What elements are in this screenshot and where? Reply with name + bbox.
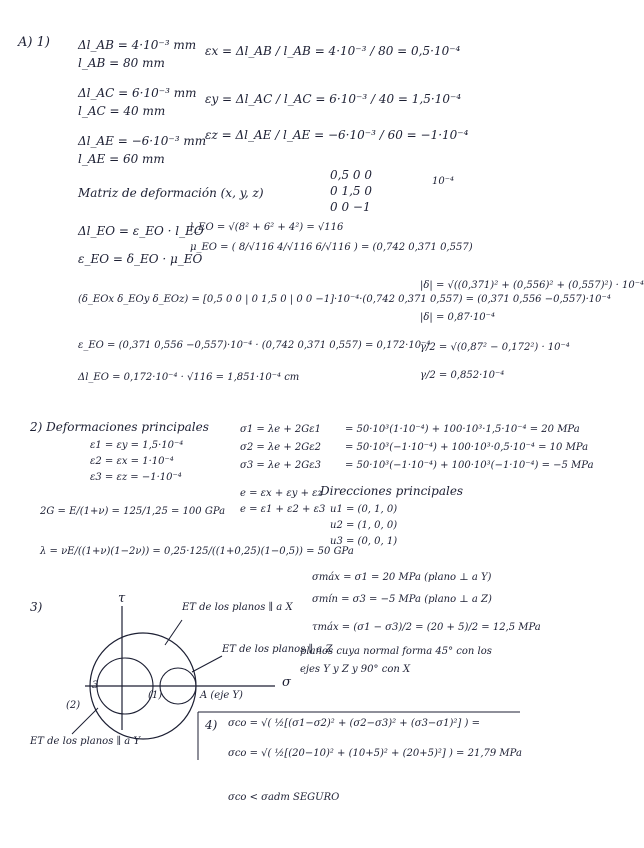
section-3-label: 3) [30, 600, 43, 614]
plane-note-1: planos cuya normal forma 45° con los [300, 646, 492, 657]
direction-2: u2 = (1, 0, 0) [330, 520, 398, 531]
l-ae: l_AE = 60 mm [78, 152, 165, 166]
arrow-plane-x [165, 620, 182, 645]
sigma-max: σmáx = σ1 = 20 MPa (plano ⊥ a Y) [312, 572, 492, 583]
volumetric-eq-2: e = ε1 + ε2 + ε3 [240, 504, 326, 515]
point-3: 3 [92, 680, 99, 691]
delta-modulus: |δ| = √((0,371)² + (0,556)² + (0,557)²) · 10⁻⁴ [420, 280, 644, 291]
gamma-half-value: γ/2 = 0,852·10⁻⁴ [420, 370, 505, 381]
point-a: A (eje Y) [200, 690, 243, 701]
arrow-plane-z [192, 656, 222, 672]
sigma-3-def: σ3 = λe + 2Gε3 [240, 460, 321, 471]
principal-2: ε2 = εx = 1·10⁻⁴ [90, 456, 174, 467]
section-2-label: 2) Deformaciones principales [30, 420, 209, 434]
matrix-row-3: 0 0 −1 [330, 200, 371, 214]
matrix-factor: 10⁻⁴ [432, 176, 455, 187]
principal-1: ε1 = εy = 1,5·10⁻⁴ [90, 440, 184, 451]
delta-modulus-value: |δ| = 0,87·10⁻⁴ [420, 312, 495, 323]
matrix-label: Matriz de deformación (x, y, z) [78, 186, 264, 200]
sigma-3-value: = 50·10³(−1·10⁻⁴) + 100·10³(−1·10⁻⁴) = −5 MPa [345, 460, 594, 471]
directions-title: Direcciones principales [320, 484, 464, 498]
plane-y-note: ET de los planos ∥ a Y [30, 736, 141, 747]
sigma-co-formula: σco = √( ½[(σ1−σ2)² + (σ2−σ3)² + (σ3−σ1)²] ) = [228, 718, 480, 729]
shear-modulus-eq: 2G = E/(1+ν) = 125/1,25 = 100 GPa [40, 506, 226, 517]
l-ab: l_AB = 80 mm [78, 56, 165, 70]
delta-l-ae: Δl_AE = −6·10⁻³ mm [78, 134, 207, 148]
eps-z-eq: εz = Δl_AE / l_AE = −6·10⁻³ / 60 = −1·10⁻⁴ [205, 128, 469, 142]
l-ac: l_AC = 40 mm [78, 104, 166, 118]
eps-y-eq: εy = Δl_AC / l_AC = 6·10⁻³ / 40 = 1,5·10⁻⁴ [205, 92, 462, 106]
plane-x-note: ET de los planos ∥ a X [182, 602, 293, 613]
sigma-2-def: σ2 = λe + 2Gε2 [240, 442, 321, 453]
sigma-co-value: σco = √( ½[(20−10)² + (10+5)² + (20+5)²] ) = 21,79 MPa [228, 748, 522, 759]
gamma-half: γ/2 = √(0,87² − 0,172²) · 10⁻⁴ [420, 342, 570, 353]
l-eo: l_EO = √(8² + 6² + 4²) = √116 [190, 222, 344, 233]
direction-3: u3 = (0, 0, 1) [330, 536, 398, 547]
section-a-label: A) 1) [18, 35, 50, 50]
eps-x-eq: εx = Δl_AB / l_AB = 4·10⁻³ / 80 = 0,5·10⁻⁴ [205, 44, 461, 58]
eo-line-2: ε_EO = δ_EO · μ_EO [78, 252, 203, 266]
delta-l-ab: Δl_AB = 4·10⁻³ mm [78, 38, 197, 52]
eps-eo: ε_EO = (0,371 0,556 −0,557)·10⁻⁴ · (0,742 0,371 0,557) = 0,172·10⁻⁴ [78, 340, 431, 351]
sigma-1-def: σ1 = λe + 2Gε1 [240, 424, 321, 435]
delta-vector: (δ_EOx δ_EOy δ_EOz) = [0,5 0 0 | 0 1,5 0 | 0 0 −1]·10⁻⁴·(0,742 0,371 0,557) = (0,371 0,556 −0,557)·10⁻⁴ [78, 294, 611, 305]
matrix-row-2: 0 1,5 0 [330, 184, 372, 198]
lambda-eq: λ = νE/((1+ν)(1−2ν)) = 0,25·125/((1+0,25)(1−0,5)) = 50 GPa [40, 546, 354, 557]
section-4-label: 4) [205, 718, 218, 732]
sigma-axis-label: σ [282, 675, 291, 690]
sigma-2-value: = 50·10³(−1·10⁻⁴) + 100·10³·0,5·10⁻⁴ = 10 MPa [345, 442, 589, 453]
safety-conclusion: σco < σadm SEGURO [228, 792, 340, 803]
plane-z-note: ET de los planos ∥ a Z [222, 644, 333, 655]
direction-1: u1 = (0, 1, 0) [330, 504, 398, 515]
eo-line-1: Δl_EO = ε_EO · l_EO [78, 224, 204, 238]
delta-l-ac: Δl_AC = 6·10⁻³ mm [78, 86, 197, 100]
matrix-row-1: 0,5 0 0 [330, 168, 372, 182]
sigma-1-value: = 50·10³(1·10⁻⁴) + 100·10³·1,5·10⁻⁴ = 20 MPa [345, 424, 580, 435]
tau-axis-label: τ [118, 591, 126, 606]
principal-3: ε3 = εz = −1·10⁻⁴ [90, 472, 182, 483]
tau-max: τmáx = (σ1 − σ3)/2 = (20 + 5)/2 = 12,5 MPa [312, 622, 541, 633]
plane-note-2: ejes Y y Z y 90° con X [300, 664, 411, 675]
mu-eo: μ_EO = ( 8/√116 4/√116 6/√116 ) = (0,742 0,371 0,557) [190, 242, 473, 253]
volumetric-eq-1: e = εx + εy + εz [240, 488, 323, 499]
delta-l-eo: Δl_EO = 0,172·10⁻⁴ · √116 = 1,851·10⁻⁴ cm [78, 372, 300, 383]
point-1: (1) [148, 690, 163, 701]
point-2: (2) [66, 700, 81, 711]
sigma-min: σmín = σ3 = −5 MPa (plano ⊥ a Z) [312, 594, 492, 605]
